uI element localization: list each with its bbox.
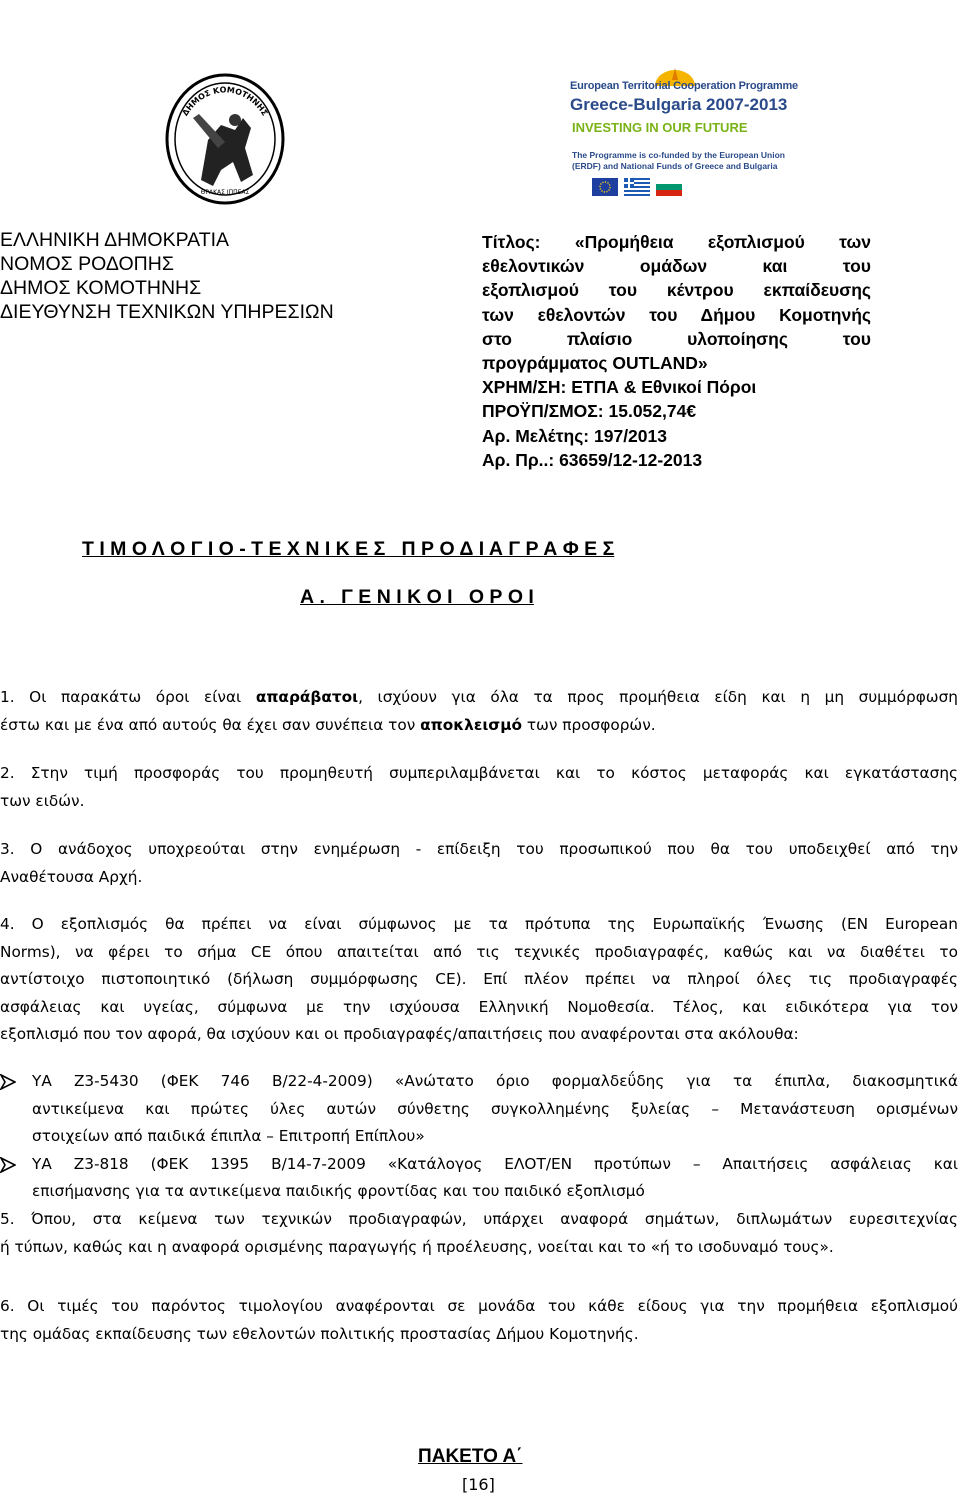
package-title: ΠΑΚΕΤΟ Α΄ (418, 1446, 523, 1467)
title-line: Τίτλος: «Προμήθεια εξοπλισμού των (482, 232, 871, 252)
eu-programme-title: Greece-Bulgaria 2007-2013 (570, 95, 788, 114)
flags-row (592, 178, 682, 196)
eu-flag-icon (592, 178, 618, 196)
eu-programme-note: The Programme is co-funded by the European Union (ERDF) and National Funds of Greece and Bulgaria (572, 150, 785, 171)
title-line: εξοπλισμού του κέντρου εκπαίδευσης (482, 280, 871, 301)
svg-text:ΔΗΜΟΣ ΚΟΜΟΤΗΝΗΣ (181, 85, 270, 117)
paragraph-line: 5. Όπου, στα κείμενα των τεχνικών προδιαγραφών, υπάρχει αναφορά σημάτων, διπλωμάτων ευρεσιτεχνίας (0, 1210, 958, 1228)
list-item-line: ΥΑ Ζ3-5430 (ΦΕΚ 746 Β/22-4-2009) «Ανώτατο όριο φορμαλδεΰδης για τα έπιπλα, διακοσμητικά (32, 1072, 958, 1090)
paragraph-line: Αναθέτουσα Αρχή. (0, 867, 143, 886)
paragraph-6 (0, 1293, 958, 1348)
standards-list (0, 1068, 958, 1206)
paragraph-line: των ειδών. (0, 791, 85, 810)
arrow-bullet-icon (0, 1157, 16, 1173)
paragraph-1 (0, 684, 958, 739)
funding-line: ΧΡΗΜ/ΣΗ: ΕΤΠΑ & Εθνικοί Πόροι (482, 377, 757, 398)
authority-line: ΝΟΜΟΣ ΡΟΔΟΠΗΣ (0, 253, 174, 275)
budget-line: ΠΡΟΫΠ/ΣΜΟΣ: 15.052,74€ (482, 401, 697, 422)
paragraph-line: της ομάδας εκπαίδευσης των εθελοντών πολιτικής προστασίας Δήμου Κομοτηνής. (0, 1324, 639, 1343)
paragraph-line: ασφάλειας και υγείας, σύμφωνα με την ισχύουσα Ελληνική Νομοθεσία. Τέλος, και ειδικότερα για τον (0, 997, 958, 1016)
paragraph-line: 6. Οι τιμές του παρόντος τιμολογίου αναφέρονται σε μονάδα του κάθε είδους για την προμήθεια εξοπλισμού (0, 1297, 958, 1315)
title-line: εθελοντικών ομάδων και του (482, 256, 871, 277)
bulgaria-flag-icon (656, 178, 682, 196)
paragraph-line: 3. Ο ανάδοχος υποχρεούται στην ενημέρωση - επίδειξη του προσωπικού που θα του υποδειχθεί από την (0, 840, 958, 858)
title-line: των εθελοντών του Δήμου Κομοτηνής (482, 304, 871, 325)
authority-line: ΔΙΕΥΘΥΝΣΗ ΤΕΧΝΙΚΩΝ ΥΠΗΡΕΣΙΩΝ (0, 301, 334, 323)
seal-top-text: ΔΗΜΟΣ ΚΟΜΟΤΗΝΗΣ (180, 85, 270, 118)
list-item (0, 1151, 958, 1206)
paragraph-line: ή τύπων, καθώς και η αναφορά ορισμένης παραγωγής ή προέλευσης, νοείται και το «ή το ισοδυναμό τους». (0, 1237, 834, 1256)
project-info-block (482, 230, 871, 472)
paragraph-line: 1. Οι παρακάτω όροι είναι απαράβατοι, ισχύουν για όλα τα προς προμήθεια είδη και η μη συμμόρφωση (0, 688, 958, 706)
authority-line: ΔΗΜΟΣ ΚΟΜΟΤΗΝΗΣ (0, 277, 202, 299)
authority-header (0, 228, 334, 324)
paragraph-line: 2. Στην τιμή προσφοράς του προμηθευτή συμπεριλαμβάνεται και το κόστος μεταφοράς και εγκατάστασης (0, 764, 958, 782)
municipality-seal-logo (163, 70, 288, 208)
list-item-line: αντικείμενα και πρώτες ύλες αυτών σύνθετης συγκολλημένης ξυλείας – Μετανάστευση ορισμένων (32, 1099, 958, 1118)
paragraph-line: έστω και με ένα από αυτούς θα έχει σαν συνέπεια τον αποκλεισμό των προσφορών. (0, 715, 656, 734)
paragraph-line: εξοπλισμό που τον αφορά, θα ισχύουν και οι προδιαγραφές/απαιτήσεις που αναφέρονται στα ακόλουθα: (0, 1025, 799, 1044)
list-item-line: ΥΑ Ζ3-818 (ΦΕΚ 1395 Β/14-7-2009 «Κατάλογος ΕΛΟΤ/ΕΝ προτύπων – Απαιτήσεις ασφάλειας και (32, 1154, 958, 1173)
paragraph-line: αντίστοιχο πιστοποιητικό (δήλωση συμμόρφωσης CE). Επί πλέον πρέπει να πληροί όλες τις προδιαγραφές (0, 970, 958, 989)
list-item-line: στοιχείων από παιδικά έπιπλα – Επιτροπή Επίπλου» (32, 1127, 425, 1146)
arrow-bullet-icon (0, 1074, 16, 1090)
seal-bottom-text: ΘΡΑΚΑΣ ΙΠΠΕΑΣ (200, 189, 250, 196)
page-number: [16] (462, 1475, 495, 1494)
paragraph-line: Norms), να φέρει το σήμα CE όπου απαιτείται από τις τεχνικές προδιαγραφές, καθώς και να διαθέτει το (0, 942, 958, 961)
list-item-line: επισήμανσης για τα αντικείμενα παιδικής φροντίδας και του παιδικό εξοπλισμό (32, 1182, 645, 1201)
authority-line: ΕΛΛΗΝΙΚΗ ΔΗΜΟΚΡΑΤΙΑ (0, 229, 230, 251)
title-line: στο πλαίσιο υλοποίησης του (482, 328, 871, 349)
eu-programme-name: European Territorial Cooperation Programme (570, 80, 798, 92)
protocol-number-line: Αρ. Πρ..: 63659/12-12-2013 (482, 449, 703, 470)
info-line: προγράμματος OUTLAND» (482, 353, 708, 374)
study-number-line: Αρ. Μελέτης: 197/2013 (482, 425, 667, 446)
paragraph-3 (0, 836, 958, 891)
paragraph-4 (0, 911, 958, 1049)
paragraph-2 (0, 760, 958, 815)
main-heading: Τ Ι Μ Ο Λ Ο Γ Ι Ο - Τ Ε Χ Ν Ι Κ Ε Σ Π Ρ Ο Δ Ι Α Γ Ρ Α Φ Ε Σ (82, 538, 615, 560)
paragraph-line: 4. Ο εξοπλισμός θα πρέπει να είναι σύμφωνος με τα πρότυπα της Ευρωπαϊκής Ένωσης (ΕΝ European (0, 915, 958, 933)
list-item (0, 1068, 958, 1151)
greece-flag-icon (624, 178, 650, 196)
paragraph-5 (0, 1206, 958, 1261)
eu-programme-slogan: INVESTING IN OUR FUTURE (572, 120, 748, 135)
section-heading: Α . Γ Ε Ν Ι Κ Ο Ι Ο Ρ Ο Ι (300, 586, 534, 608)
